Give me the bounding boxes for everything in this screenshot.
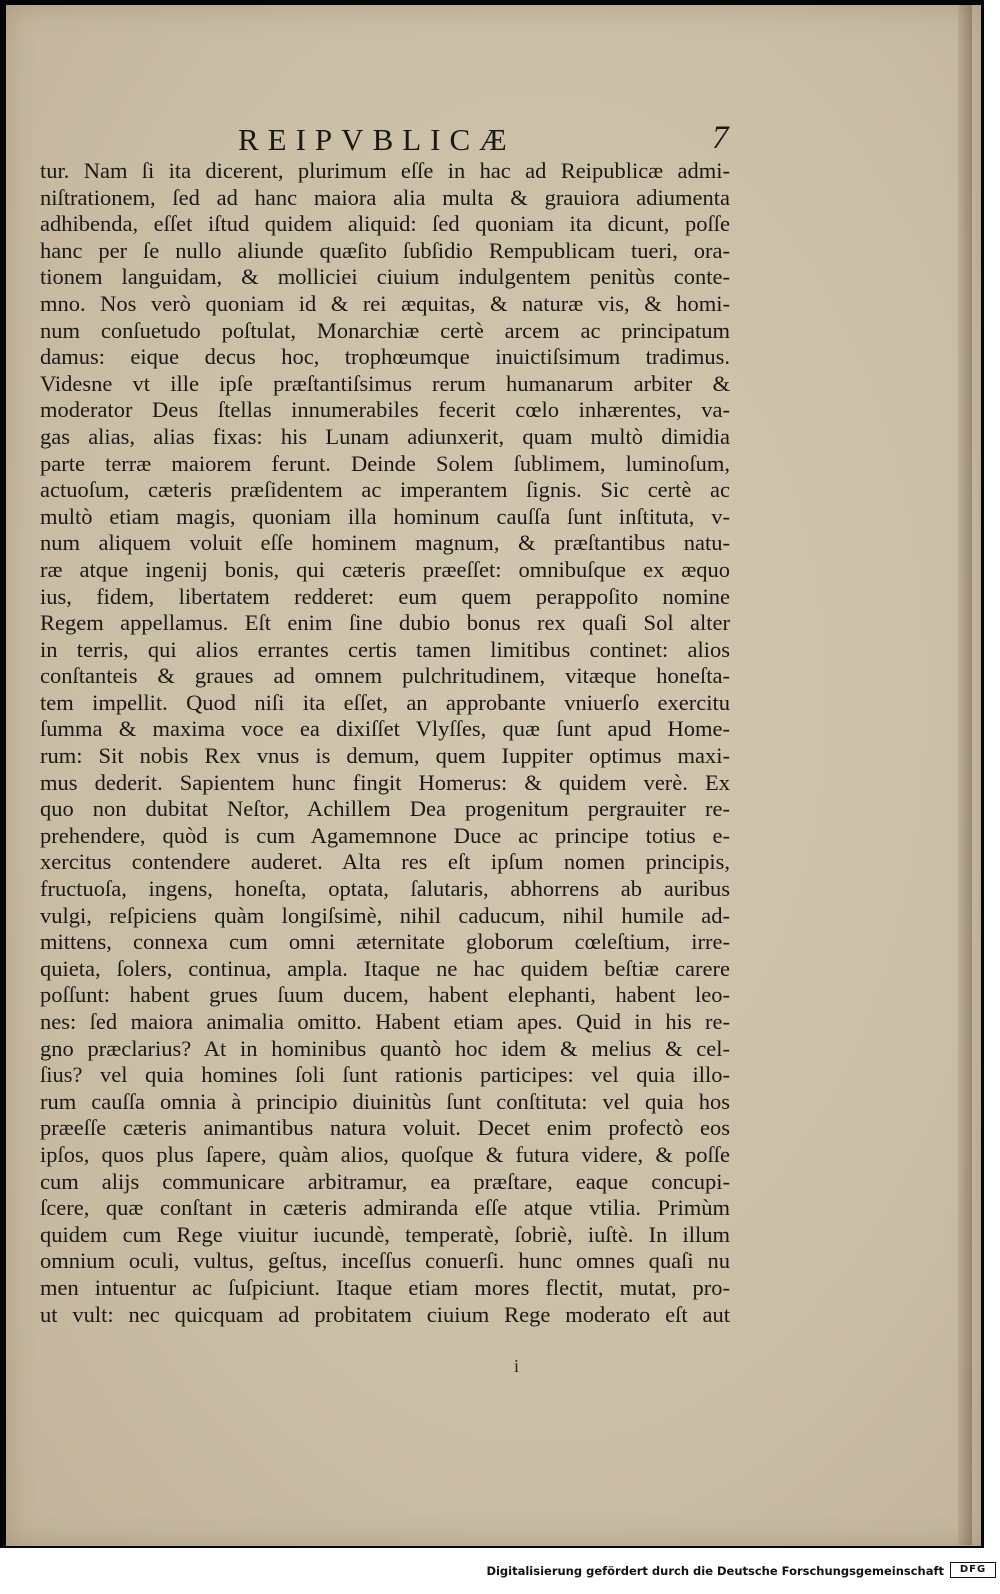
text-line: omnium oculi, vultus, geſtus, inceſſus conuerſi. hunc omnes quaſi nu: [40, 1248, 730, 1274]
signature-mark: i: [514, 1356, 520, 1376]
text-line: gno præclarius? At in hominibus quantò hoc idem & melius & cel-: [40, 1035, 730, 1061]
text-line: actuoſum, cæteris præſidentem ac imperantem ſignis. Sic certè ac: [40, 477, 730, 503]
text-line: rum: Sit nobis Rex vnus is demum, quem Iuppiter optimus maxi-: [40, 743, 730, 769]
text-line: rum cauſſa omnia à principio diuinitùs ſunt conſtituta: vel quia hos: [40, 1088, 730, 1114]
text-line: men intuentur ac ſuſpiciunt. Itaque etiam mores flectit, mutat, pro-: [40, 1274, 730, 1300]
footer-bar: [0, 1548, 1000, 1594]
text-line: conſtanteis & graues ad omnem pulchritudinem, vitæque honeſta-: [40, 663, 730, 689]
text-line: ſius? vel quia homines ſoli ſunt rationis participes: vel quia illo-: [40, 1062, 730, 1088]
text-line: mittens, connexa cum omni æternitate globorum cœleſtium, irre-: [40, 929, 730, 955]
text-line: ſcere, quæ conſtant in cæteris admiranda eſſe atque vtilia. Primùm: [40, 1195, 730, 1221]
page-number: 7: [712, 120, 729, 156]
page-edge-shadow: [958, 5, 972, 1545]
text-line: tur. Nam ſi ita dicerent, plurimum eſſe in hac ad Reipublicæ admi-: [40, 158, 730, 183]
text-line: niſtrationem, ſed ad hanc maiora alia multa & grauiora adiumenta: [40, 184, 730, 210]
text-line: prehendere, quòd is cum Agamemnone Duce ac principe totius e-: [40, 822, 730, 848]
text-line: quidem cum Rege viuitur iucundè, temperatè, ſobriè, iuſtè. In illum: [40, 1221, 730, 1247]
text-line: quieta, ſolers, continua, ampla. Itaque ne hac quidem beſtiæ carere: [40, 955, 730, 981]
text-line: Videsne vt ille ipſe præſtantiſsimus rerum humanarum arbiter &: [40, 370, 730, 396]
text-line: adhibenda, eſſet iſtud quidem aliquid: ſed quoniam ita dicunt, poſſe: [40, 211, 730, 237]
text-line: multò etiam magis, quoniam illa hominum cauſſa ſunt inſtituta, v-: [40, 503, 730, 529]
text-line: moderator Deus ſtellas innumerabiles fecerit cœlo inhærentes, va-: [40, 397, 730, 423]
text-line: ræ atque ingenij bonis, qui cæteris præeſſet: omnibuſque ex æquo: [40, 556, 730, 582]
text-line: damus: eique decus hoc, trophœumque inuictiſsimum tradimus.: [40, 344, 730, 370]
text-line: Regem appellamus. Eſt enim ſine dubio bonus rex quaſi Sol alter: [40, 610, 730, 636]
text-line: mus dederit. Sapientem hunc fingit Homerus: & quidem verè. Ex: [40, 769, 730, 795]
text-line: num aliquem voluit eſſe hominem magnum, & præſtantibus natu-: [40, 530, 730, 556]
text-line: vulgi, reſpiciens quàm longiſsimè, nihil caducum, nihil humile ad-: [40, 902, 730, 928]
text-line: tionem languidam, & molliciei ciuium indulgentem penitùs conte-: [40, 264, 730, 290]
body-text: [40, 158, 730, 1328]
text-line: gas alias, alias fixas: his Lunam adiunxerit, quam multò dimidia: [40, 423, 730, 449]
text-line: ipſos, quos plus ſapere, quàm alios, quoſque & futura videre, & poſſe: [40, 1141, 730, 1167]
text-line: parte terræ maiorem ferunt. Deinde Solem ſublimem, luminoſum,: [40, 450, 730, 476]
text-line: fructuoſa, ingens, honeſta, optata, ſalutaris, abhorrens ab auribus: [40, 876, 730, 902]
dfg-logo: DFG: [950, 1562, 996, 1578]
text-line: hanc per ſe nullo aliunde quæſito ſubſidio Rempublicam tueri, ora-: [40, 237, 730, 263]
text-line: ſumma & maxima voce ea dixiſſet Vlyſſes, quæ ſunt apud Home-: [40, 716, 730, 742]
running-head: REIPVBLICÆ: [238, 122, 516, 157]
text-line: ut vult: nec quicquam ad probitatem ciuium Rege moderato eſt aut: [40, 1301, 730, 1327]
footer-credit: Digitalisierung gefördert durch die Deutsche Forschungsgemeinschaft: [486, 1564, 944, 1578]
text-line: poſſunt: habent grues ſuum ducem, habent elephanti, habent leo-: [40, 982, 730, 1008]
page-header: [238, 122, 758, 162]
text-line: cum alijs communicare arbitramur, ea præſtare, eaque concupi-: [40, 1168, 730, 1194]
text-line: nes: ſed maiora animalia omitto. Habent etiam apes. Quid in his re-: [40, 1009, 730, 1034]
text-line: tem impellit. Quod niſi ita eſſet, an approbante vniuerſo exercitu: [40, 689, 730, 715]
text-line: num conſuetudo poſtulat, Monarchiæ certè arcem ac principatum: [40, 317, 730, 343]
text-line: quo non dubitat Neſtor, Achillem Dea progenitum pergrauiter re-: [40, 796, 730, 822]
text-line: præeſſe cæteris animantibus natura voluit. Decet enim profectò eos: [40, 1115, 730, 1141]
text-line: xercitus contendere auderet. Alta res eſt ipſum nomen principis,: [40, 849, 730, 875]
text-line: ius, fidem, libertatem redderet: eum quem perappoſito nomine: [40, 583, 730, 609]
text-line: mno. Nos verò quoniam id & rei æquitas, & naturæ vis, & homi-: [40, 290, 730, 316]
text-line: in terris, qui alios errantes certis tamen limitibus continet: alios: [40, 636, 730, 662]
